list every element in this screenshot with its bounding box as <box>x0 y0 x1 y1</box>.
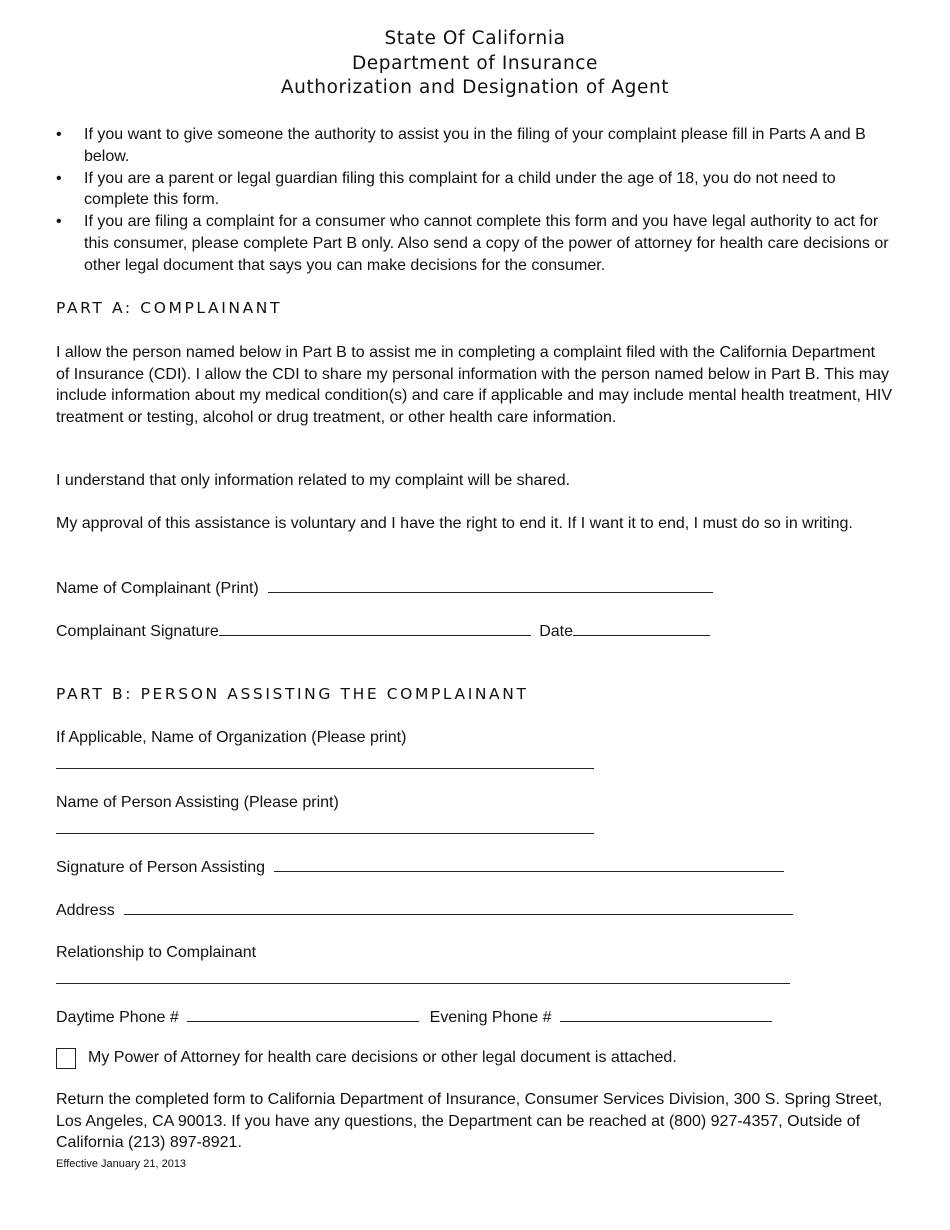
complainant-name-label: Name of Complainant (Print) <box>56 580 259 597</box>
relationship-label: Relationship to Complainant <box>56 944 257 961</box>
complainant-signature-field[interactable] <box>219 620 531 636</box>
address-label: Address <box>56 902 115 919</box>
attachment-checkbox-label: My Power of Attorney for health care decisions or other legal document is attached. <box>88 1049 677 1066</box>
evening-phone-label: Evening Phone # <box>429 1009 552 1026</box>
organization-field[interactable] <box>56 767 594 769</box>
evening-phone-field[interactable] <box>560 1006 772 1022</box>
part-a-voluntary-text: My approval of this assistance is voluntary and I have the right to end it. If I want it to end, I must do so in writing. <box>56 515 853 532</box>
complainant-signature-label: Complainant Signature <box>56 623 219 640</box>
assistant-signature-field[interactable] <box>274 856 784 872</box>
assistant-signature-row <box>56 856 784 879</box>
department-title: Department of Insurance <box>351 52 599 74</box>
part-a-heading: PART A: COMPLAINANT <box>56 299 283 317</box>
instructions-list <box>56 124 896 277</box>
daytime-phone-label: Daytime Phone # <box>56 1009 179 1026</box>
complainant-name-row <box>56 577 713 600</box>
person-assisting-field[interactable] <box>56 832 594 834</box>
list-item: • If you want to give someone the authority to assist you in the filing of your complaint please fill in Parts A and B below. <box>56 124 896 168</box>
phone-row <box>56 1006 772 1029</box>
address-row <box>56 899 793 922</box>
daytime-phone-field[interactable] <box>187 1006 419 1022</box>
effective-date: Effective January 21, 2013 <box>56 1158 187 1170</box>
list-item: • If you are a parent or legal guardian filing this complaint for a child under the age of 18, you do not need to complete this form. <box>56 168 896 212</box>
attachment-checkbox[interactable] <box>56 1048 76 1069</box>
state-title: State Of California <box>384 28 566 49</box>
assistant-signature-label: Signature of Person Assisting <box>56 859 266 876</box>
form-title: Authorization and Designation of Agent <box>280 77 670 98</box>
address-field[interactable] <box>124 899 793 915</box>
return-instructions: Return the completed form to California Department of Insurance, Consumer Services Division, 300 S. Spring Street, Los Angeles, CA 90013. If you have any questions, the Department can be reached at (800) 927-4357, Outside of California (213) 897-8921. <box>56 1091 883 1152</box>
form-header <box>0 27 950 101</box>
person-assisting-label: Name of Person Assisting (Please print) <box>56 794 339 811</box>
complainant-date-label: Date <box>539 623 574 640</box>
part-a-authorization-text: I allow the person named below in Part B to assist me in completing a complaint filed with the California Department of Insurance (CDI). I allow the CDI to share my personal information with the person named below in Part B. This may include information about my medical condition(s) and care if applicable and may include mental health treatment, HIV treatment or testing, alcohol or drug treatment, or other health care information. <box>56 344 892 426</box>
part-a-understanding-text: I understand that only information related to my complaint will be shared. <box>56 472 571 489</box>
list-item: • If you are filing a complaint for a consumer who cannot complete this form and you have legal authority to act for this consumer, please complete Part B only. Also send a copy of the power of attorney for health care decisions or other legal document that says you can make decisions for the consumer. <box>56 211 896 276</box>
part-b-heading: PART B: PERSON ASSISTING THE COMPLAINANT <box>56 685 529 703</box>
organization-label: If Applicable, Name of Organization (Please print) <box>56 729 407 746</box>
complainant-signature-row <box>56 620 710 643</box>
relationship-field[interactable] <box>56 982 790 984</box>
complainant-name-field[interactable] <box>268 577 713 593</box>
complainant-date-field[interactable] <box>573 620 710 636</box>
